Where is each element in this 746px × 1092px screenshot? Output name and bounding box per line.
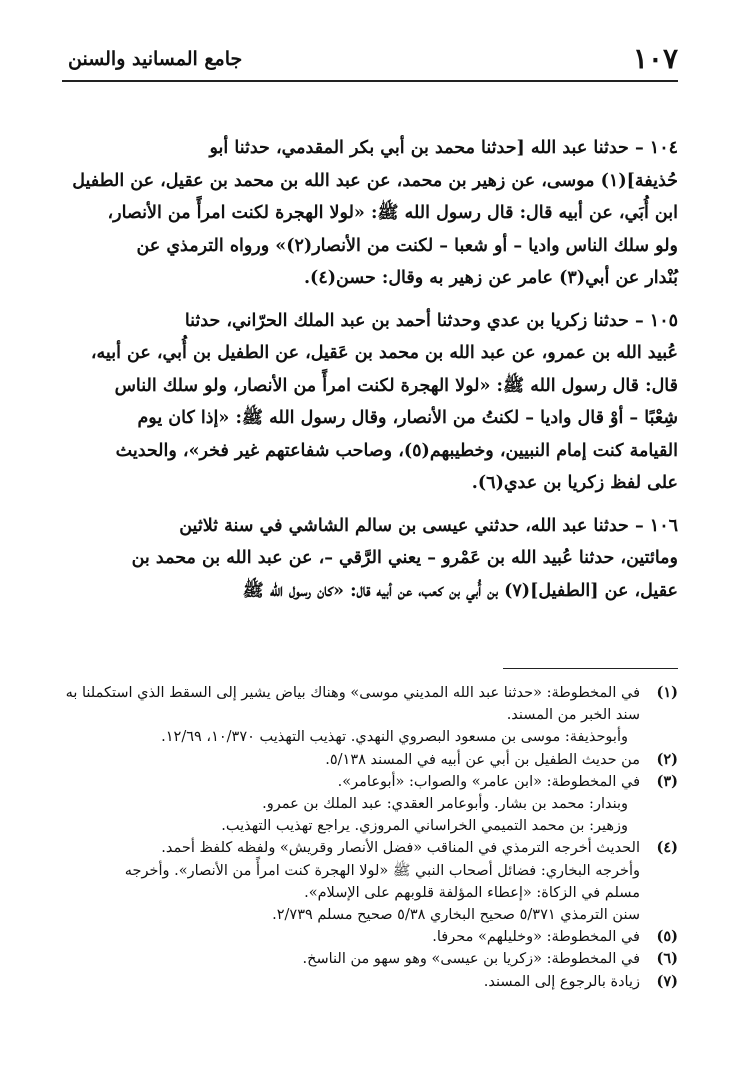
text-line: ومائتين، حدثنا عُبيد الله بن عَمْرو – يعني الرَّقي –، عن عبد الله بن محمد بن <box>131 548 678 568</box>
footnote-line: الحديث أخرجه الترمذي في المناقب «فضل الأنصار وقريش» ولفظه كلفظ أحمد. <box>161 840 640 857</box>
text-line: ١٠٦ – حدثنا عبد الله، حدثني عيسى بن سالم الشاشي في سنة ثلاثين <box>179 515 678 536</box>
footnote-divider <box>503 668 678 669</box>
main-text <box>62 132 678 617</box>
footnote-line: في المخطوطة: «حدثنا عبد الله المديني موسى» وهناك بياض يشير إلى السقط الذي استكملنا به <box>65 685 640 701</box>
footnote-line: في المخطوطة: «ابن عامر» والصواب: «أبوعامر». <box>337 773 640 790</box>
text-line: على لفظ زكريا بن عدي(٦). <box>471 473 678 493</box>
footnote-2 <box>62 749 678 771</box>
footnote-line: سند الخبر من المسند. <box>506 707 640 724</box>
footnote-6 <box>62 948 678 970</box>
footnote-number: (٧) <box>656 972 678 990</box>
footnote-4 <box>62 837 678 926</box>
book-title: جامع المسانيد والسنن <box>68 48 243 70</box>
footnote-line: مسلم في الزكاة: «إعطاء المؤلفة قلوبهم على الإسلام». <box>304 884 640 901</box>
text-line: شِعْبًا – أوْ قال واديا – لكنتُ من الأنصار، وقال رسول الله ﷺ: «إذا كان يوم <box>137 408 678 428</box>
footnote-line: وأخرجه البخاري: فضائل أصحاب النبي ﷺ «لولا الهجرة كنت امرأً من الأنصار». وأخرجه <box>124 862 640 879</box>
text-line: عُبيد الله بن عمرو، عن عبد الله بن محمد بن عَقيل، عن الطفيل بن أُبي، عن أبيه، <box>90 343 678 363</box>
footnote-1 <box>62 682 678 749</box>
footnote-3 <box>62 771 678 838</box>
hadith-104 <box>62 132 678 295</box>
footnote-number: (٦) <box>656 950 678 968</box>
text-line: بُنْدار عن أبي(٣) عامر عن زهير به وقال: حسن(٤). <box>303 268 678 288</box>
footnote-7 <box>62 971 678 993</box>
footnote-5 <box>62 926 678 948</box>
text-line: حُذيفة](١) موسى، عن زهير بن محمد، عن عبد الله بن محمد بن عقيل، عن الطفيل <box>72 170 678 191</box>
footnote-line: وأبوحذيفة: موسى بن مسعود البصروي النهدي. تهذيب التهذيب ١٠/٣٧٠، ١٢/٦٩. <box>161 729 628 746</box>
footnote-line: في المخطوطة: «وخليلهم» محرفا. <box>432 929 640 946</box>
footnote-number: (٢) <box>656 750 678 768</box>
text-line: القيامة كنت إمام النبيين، وخطيبهم(٥)، وصاحب شفاعتهم غير فخر»، والحديث <box>115 440 678 461</box>
hadith-105 <box>62 305 678 500</box>
footnote-line: من حديث الطفيل بن أبي عن أبيه في المسند ٥/١٣٨. <box>325 751 640 768</box>
footnote-line: سنن الترمذي ٥/٣٧١ صحيح البخاري ٥/٣٨ صحيح مسلم ٢/٧٣٩. <box>272 907 640 924</box>
footnote-line: زيادة بالرجوع إلى المسند. <box>483 973 640 990</box>
hadith-106 <box>62 510 678 608</box>
footnote-number: (٤) <box>656 839 678 857</box>
footnotes <box>62 682 678 993</box>
text-line: عقيل، عن [الطفيل](٧) بن أُبي بن كعب، عن أبيه قال: «كان رسول الله ﷺ <box>242 580 678 601</box>
text-line: ١٠٤ – حدثنا عبد الله [حدثنا محمد بن أبي بكر المقدمي، حدثنا أبو <box>209 138 678 158</box>
text-line: ولو سلك الناس واديا – أو شعبا – لكنت من الأنصار(٢)» ورواه الترمذي عن <box>136 235 678 256</box>
footnote-number: (٥) <box>656 928 678 946</box>
page-number: ١٠٧ <box>632 42 678 75</box>
page-header <box>62 40 678 82</box>
footnote-number: (٣) <box>656 772 678 790</box>
footnote-line: وبندار: محمد بن بشار. وأبوعامر العقدي: عبد الملك بن عمرو. <box>262 796 628 813</box>
footnote-number: (١) <box>656 684 678 701</box>
text-line: قال: قال رسول الله ﷺ: «لولا الهجرة لكنت امرأً من الأنصار، ولو سلك الناس <box>114 375 678 396</box>
text-line: ١٠٥ – حدثنا زكريا بن عدي وحدثنا أحمد بن عبد الملك الحرّاني، حدثنا <box>184 310 678 331</box>
footnote-line: في المخطوطة: «زكريا بن عيسى» وهو سهو من الناسخ. <box>302 951 640 968</box>
text-line: ابن أُبَي، عن أبيه قال: قال رسول الله ﷺ: «لولا الهجرة لكنت امرأً من الأنصار، <box>107 203 678 223</box>
footnote-line: وزهير: بن محمد التميمي الخراساني المروزي. يراجع تهذيب التهذيب. <box>221 818 628 835</box>
